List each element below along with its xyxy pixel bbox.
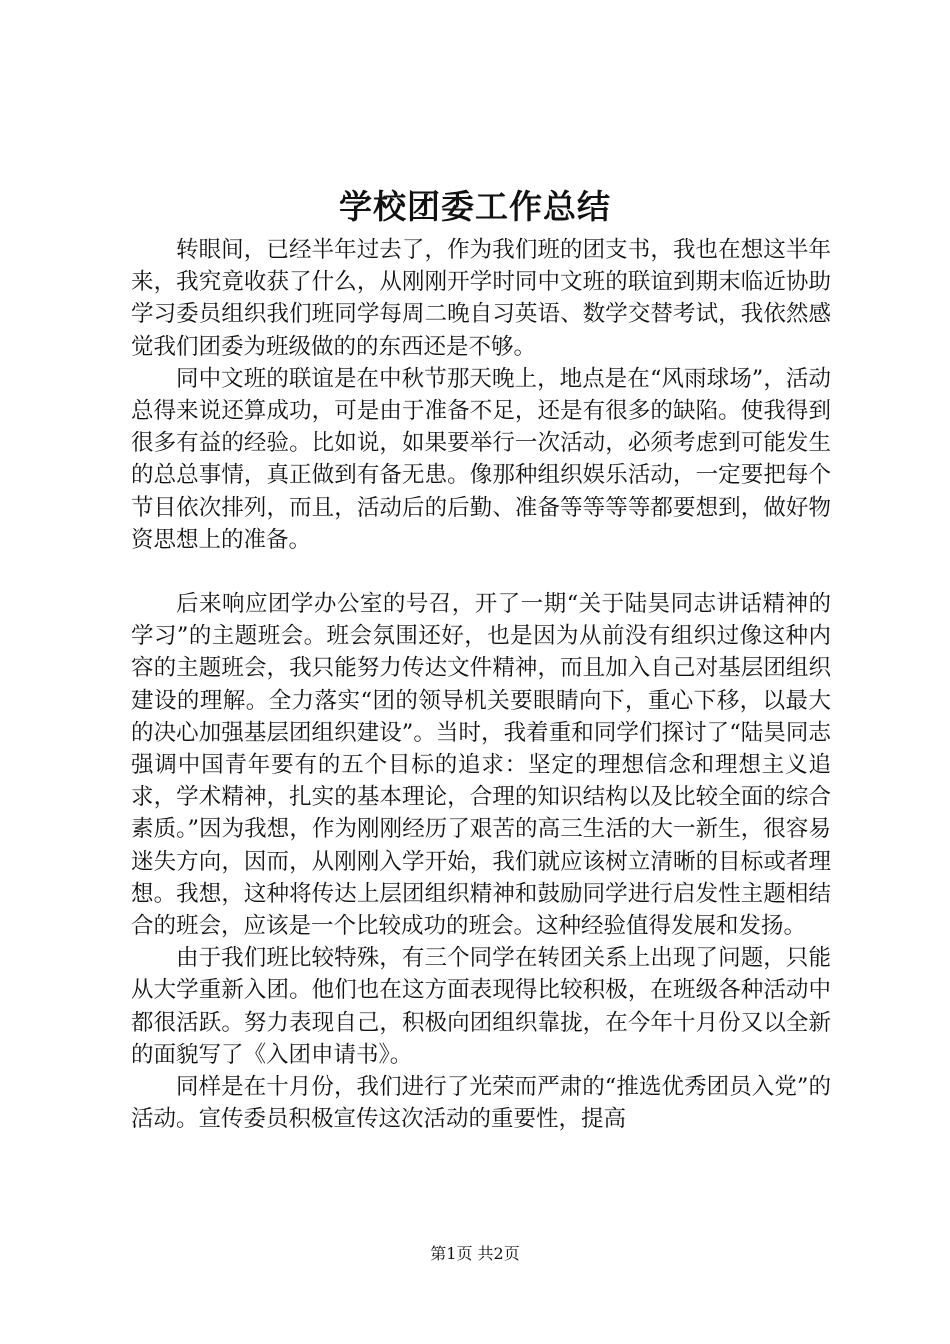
paragraph-2: 同中文班的联谊是在中秋节那天晚上，地点是在“风雨球场”，活动总得来说还算成功，可是由于准备不足，还是有很多的缺陷。使我得到很多有益的经验。比如说，如果要举行一次活动，必须考虑到可能发生的总总事情，真正做到有备无患。像那种组织娱乐活动，一定要把每个节目依次排列，而且，活动后的后勤、准备等等等等都要想到，做好物资思想上的准备。 [131, 365, 831, 553]
paragraph-4: 由于我们班比较特殊，有三个同学在转团关系上出现了问题，只能从大学重新入团。他们也在这方面表现得比较积极，在班级各种活动中都很活跃。努力表现自己，积极向团组织靠拢，在今年十月份又以全新的面貌写了《入团申请书》。 [131, 945, 831, 1068]
paragraph-5: 同样是在十月份，我们进行了光荣而严肃的“推选优秀团员入党”的活动。宣传委员积极宣传这次活动的重要性，提高 [131, 1074, 831, 1133]
page-number-footer: 第1页 共2页 [430, 1244, 520, 1263]
paragraph-3: 后来响应团学办公室的号召，开了一期“关于陆昊同志讲话精神的学习”的主题班会。班会氛围还好，也是因为从前没有组织过像这种内容的主题班会，我只能努力传达文件精神，而且加入自己对基层团组织建设的理解。全力落实“团的领导机关要眼睛向下，重心下移，以最大的决心加强基层团组织建设”。当时，我着重和同学们探讨了“陆昊同志强调中国青年要有的五个目标的追求：坚定的理想信念和理想主义追求，学术精神，扎实的基本理论，合理的知识结构以及比较全面的综合素质。”因为我想，作为刚刚经历了艰苦的高三生活的大一新生，很容易迷失方向，因而，从刚刚入学开始，我们就应该树立清晰的目标或者理想。我想，这种将传达上层团组织精神和鼓励同学进行启发性主题相结合的班会，应该是一个比较成功的班会。这种经验值得发展和发扬。 [131, 591, 831, 940]
document-title: 学校团委工作总结 [339, 187, 611, 226]
document-body [131, 234, 831, 1135]
paragraph-1: 转眼间，已经半年过去了，作为我们班的团支书，我也在想这半年来，我究竟收获了什么，从刚刚开学时同中文班的联谊到期末临近协助学习委员组织我们班同学每周二晚自习英语、数学交替考试，我依然感觉我们团委为班级做的的东西还是不够。 [131, 237, 831, 360]
